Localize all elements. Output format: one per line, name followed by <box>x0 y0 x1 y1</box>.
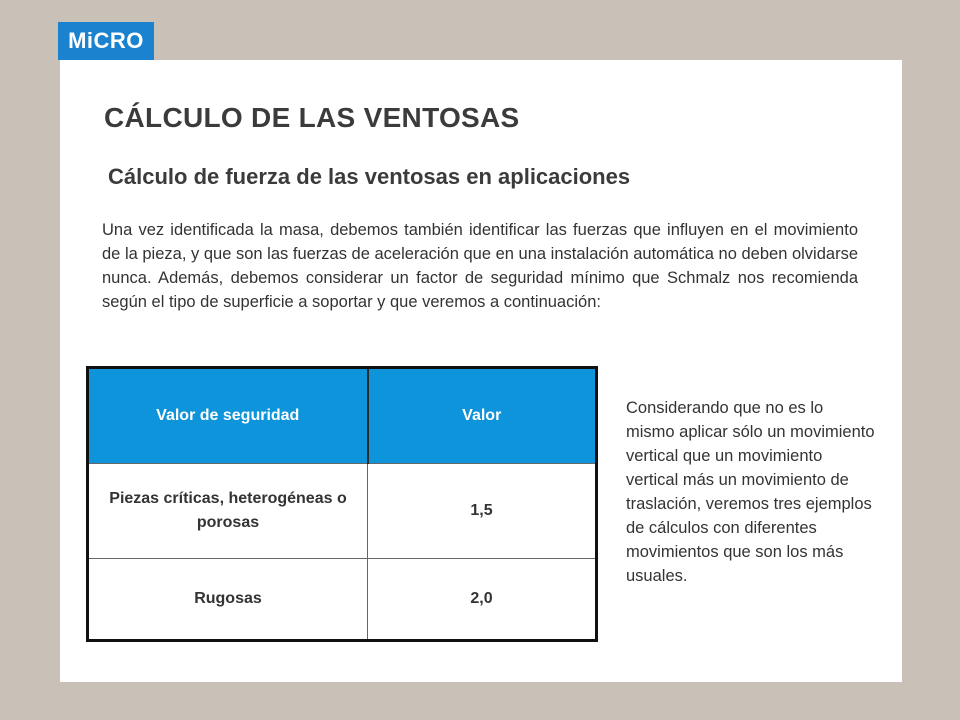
slide-card <box>60 60 902 682</box>
cell-surface: Rugosas <box>88 559 368 641</box>
safety-factor-table <box>86 366 598 642</box>
micro-logo: MiCRO <box>58 22 154 60</box>
cell-value: 1,5 <box>368 464 597 559</box>
cell-value: 2,0 <box>368 559 597 641</box>
slide-title: CÁLCULO DE LAS VENTOSAS <box>104 102 520 133</box>
cell-surface: Piezas críticas, heterogéneas o porosas <box>88 464 368 559</box>
header-value: Valor <box>368 368 597 464</box>
header-safety-value: Valor de seguridad <box>88 368 368 464</box>
side-paragraph: Considerando que no es lo mismo aplicar sólo un movimiento vertical que un movimiento vertical más un movimiento de traslación, veremos tres ejemplos de cálculos con diferentes movimientos que son los más usuales. <box>626 399 875 585</box>
table-header-row <box>88 368 597 464</box>
table-row <box>88 464 597 559</box>
table-row <box>88 559 597 641</box>
slide-subtitle: Cálculo de fuerza de las ventosas en aplicaciones <box>108 164 631 189</box>
intro-paragraph: Una vez identificada la masa, debemos también identificar las fuerzas que influyen en el movimiento de la pieza, y que son las fuerzas de aceleración que en una instalación automática no deben olvidarse nunca. Además, debemos considerar un factor de seguridad mínimo que Schmalz nos recomienda según el tipo de superficie a soportar y que veremos a continuación: <box>102 221 858 311</box>
